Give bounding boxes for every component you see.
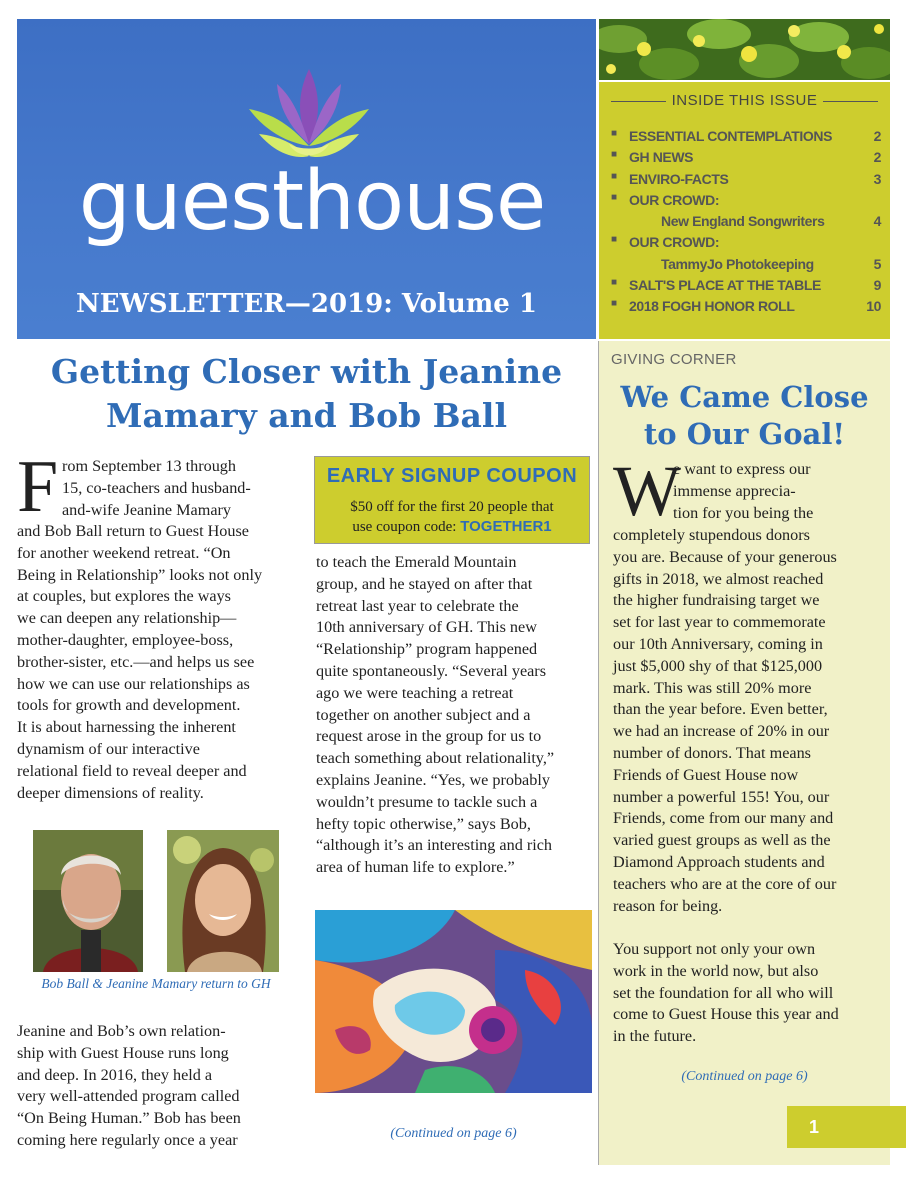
- title-line: We Came Close: [620, 380, 869, 414]
- toc-item-page: 3: [873, 171, 881, 187]
- toc-item[interactable]: [611, 256, 881, 276]
- article-paragraph: [316, 552, 594, 879]
- text-line: come to Guest House this year and: [613, 1005, 839, 1024]
- text-line: gifts in 2018, we almost reached: [613, 569, 824, 588]
- text-line: Diamond Approach students and: [613, 852, 825, 871]
- text-line: e want to express our: [673, 460, 811, 478]
- text-line: hefty topic otherwise,” says Bob,: [316, 814, 531, 833]
- abstract-painting-image: [315, 910, 592, 1093]
- coupon-text: [315, 497, 589, 537]
- text-line: ship with Guest House runs long: [17, 1043, 229, 1062]
- text-line: than the year before. Even better,: [613, 700, 828, 719]
- text-line: just $5,000 shy of that $125,000: [613, 656, 823, 675]
- photo-caption: Bob Ball & Jeanine Mamary return to GH: [41, 976, 271, 991]
- page-number-tab: [787, 1106, 906, 1148]
- text-line: reason for being.: [613, 896, 723, 915]
- text-line: mother-daughter, employee-boss,: [17, 630, 234, 649]
- text-line: You support not only your own: [613, 940, 816, 958]
- text-line: Friends of Guest House now: [613, 765, 799, 784]
- bullet-icon: ■: [611, 192, 617, 203]
- text-line: Friends, come from our many and: [613, 809, 834, 828]
- text-line: explains Jeanine. “Yes, we probably: [316, 770, 550, 789]
- text-line: how we can use our relationships as: [17, 674, 250, 693]
- text-line: completely stupendous donors: [613, 526, 810, 544]
- text-line: relational field to reveal deeper and: [17, 761, 247, 780]
- giving-paragraph: [613, 939, 878, 1048]
- bullet-icon: ■: [611, 149, 617, 160]
- toc-item[interactable]: [611, 277, 881, 297]
- text-line: at couples, but explores the ways: [17, 587, 231, 606]
- bullet-icon: ■: [611, 171, 617, 182]
- toc-item[interactable]: [611, 298, 881, 318]
- text-line: retreat last year to celebrate the: [316, 596, 519, 615]
- text-line: and Bob Ball return to Guest House: [17, 522, 249, 540]
- toc-item[interactable]: [611, 213, 881, 233]
- text-line: rom September 13 through: [62, 457, 236, 475]
- newsletter-volume: NEWSLETTER—2019: Volume 1: [76, 289, 537, 319]
- page-number: 1: [809, 1117, 820, 1137]
- text-line: 10th anniversary of GH. This new: [316, 618, 537, 637]
- toc-item-page: 2: [873, 128, 881, 144]
- toc-item-label: 2018 FOGH HONOR ROLL: [629, 298, 795, 314]
- toc-item-label: TammyJo Photokeeping: [661, 256, 814, 272]
- headline-line: Mamary and Bob Ball: [105, 396, 507, 435]
- text-line: request arose in the group for us to: [316, 727, 542, 746]
- coupon-line: $50 off for the first 20 people that: [350, 499, 554, 515]
- toc-item-page: 9: [873, 277, 881, 293]
- coupon-line-prefix: use coupon code:: [352, 519, 461, 535]
- title-line: to Our Goal!: [643, 417, 846, 451]
- masthead: [17, 19, 596, 339]
- text-line: tools for growth and development.: [17, 696, 241, 715]
- headline-line: Getting Closer with Jeanine: [50, 352, 563, 391]
- toc-title: INSIDE THIS ISSUE: [671, 92, 818, 109]
- toc-item[interactable]: [611, 149, 881, 169]
- text-line: coming here regularly once a year: [17, 1130, 238, 1149]
- text-line: and-wife Jeanine Mamary: [62, 500, 231, 519]
- article-paragraph: [17, 521, 295, 804]
- giving-corner-title: [599, 379, 890, 453]
- drop-cap: W: [613, 451, 681, 531]
- jeanine-mamary-photo: [167, 830, 279, 972]
- bullet-icon: ■: [611, 234, 617, 245]
- bullet-icon: ■: [611, 128, 617, 139]
- text-line: the higher fundraising target we: [613, 591, 820, 610]
- text-line: quite spontaneously. “Several years: [316, 661, 546, 680]
- bullet-icon: ■: [611, 298, 617, 309]
- text-line: teachers who are at the core of our: [613, 874, 837, 893]
- text-line: immense apprecia-: [673, 481, 796, 500]
- text-line: our 10th Anniversary, coming in: [613, 634, 823, 653]
- text-line: brother-sister, etc.—and helps us see: [17, 652, 255, 671]
- text-line: “On Being Human.” Bob has been: [17, 1109, 241, 1128]
- logo-wordmark: guesthouse: [78, 154, 546, 249]
- giving-corner-panel: [599, 341, 890, 1165]
- text-line: we had an increase of 20% in our: [613, 722, 830, 741]
- text-line: Jeanine and Bob’s own relation-: [17, 1022, 226, 1040]
- toc-item-page: 2: [873, 149, 881, 165]
- toc-item-label: ESSENTIAL CONTEMPLATIONS: [629, 128, 833, 144]
- text-line: mark. This was still 20% more: [613, 678, 812, 697]
- text-line: It is about harnessing the inherent: [17, 718, 236, 737]
- toc-item-label: GH NEWS: [629, 149, 694, 165]
- text-line: “although it’s an interesting and rich: [316, 836, 553, 855]
- toc-item-page: 5: [873, 256, 881, 272]
- toc-item-label: New England Songwriters: [661, 213, 825, 229]
- text-line: 15, co-teachers and husband-: [62, 478, 251, 497]
- text-line: deeper dimensions of reality.: [17, 783, 204, 802]
- text-line: very well-attended program called: [17, 1087, 240, 1106]
- toc-item[interactable]: [611, 234, 881, 254]
- text-line: Being in Relationship” looks not only: [17, 565, 263, 584]
- text-line: number of donors. That means: [613, 743, 811, 762]
- continued-link[interactable]: (Continued on page 6): [681, 1069, 808, 1084]
- main-headline: [17, 350, 596, 438]
- column-divider: [598, 341, 599, 1165]
- giving-paragraph: [613, 525, 878, 917]
- text-line: wouldn’t presume to tackle such a: [316, 792, 538, 811]
- article-paragraph: [17, 1021, 267, 1152]
- text-line: ago we were teaching a retreat: [316, 683, 514, 702]
- text-line: we can deepen any relationship—: [17, 609, 237, 628]
- coupon-code: TOGETHER1: [460, 518, 552, 535]
- text-line: in the future.: [613, 1027, 697, 1046]
- toc-item-label: OUR CROWD:: [629, 234, 720, 250]
- text-line: and deep. In 2016, they held a: [17, 1065, 213, 1084]
- toc-item[interactable]: [611, 128, 881, 148]
- section-label: GIVING CORNER: [611, 351, 737, 368]
- article-paragraph-intro: [62, 456, 292, 521]
- toc-item[interactable]: [611, 171, 881, 191]
- toc-item-label: OUR CROWD:: [629, 192, 720, 208]
- toc-item-label: ENVIRO-FACTS: [629, 171, 729, 187]
- toc-item-label: SALT'S PLACE AT THE TABLE: [629, 277, 821, 293]
- toc-item[interactable]: [611, 192, 881, 212]
- inside-this-issue-box: [599, 82, 890, 339]
- coupon-title: EARLY SIGNUP COUPON: [326, 465, 578, 487]
- text-line: “Relationship” program happened: [316, 640, 538, 659]
- giving-paragraph-intro: [673, 459, 878, 524]
- text-line: work in the world now, but also: [613, 961, 819, 980]
- text-line: varied guest groups as well as the: [613, 831, 831, 850]
- text-line: together on another subject and a: [316, 705, 531, 724]
- bob-ball-photo: [33, 830, 143, 972]
- signup-coupon-box: [314, 456, 590, 544]
- text-line: number a powerful 155! You, our: [613, 787, 830, 806]
- text-line: set for last year to commemorate: [613, 613, 826, 632]
- text-line: for another weekend retreat. “On: [17, 543, 231, 562]
- text-line: tion for you being the: [673, 503, 814, 522]
- text-line: set the foundation for all who will: [613, 983, 834, 1002]
- continued-link[interactable]: (Continued on page 6): [390, 1126, 517, 1141]
- drop-cap: F: [17, 446, 59, 528]
- bullet-icon: ■: [611, 277, 617, 288]
- text-line: group, and he stayed on after that: [316, 574, 533, 593]
- text-line: dynamism of our interactive: [17, 739, 200, 758]
- toc-item-page: 4: [873, 213, 881, 229]
- text-line: you are. Because of your generous: [613, 547, 837, 566]
- toc-item-page: 10: [866, 298, 881, 314]
- text-line: area of human life to explore.”: [316, 858, 515, 877]
- coupon-line: [315, 517, 589, 537]
- text-line: teach something about relationality,”: [316, 749, 555, 768]
- text-line: to teach the Emerald Mountain: [316, 553, 517, 571]
- leaves-photo: [599, 19, 890, 80]
